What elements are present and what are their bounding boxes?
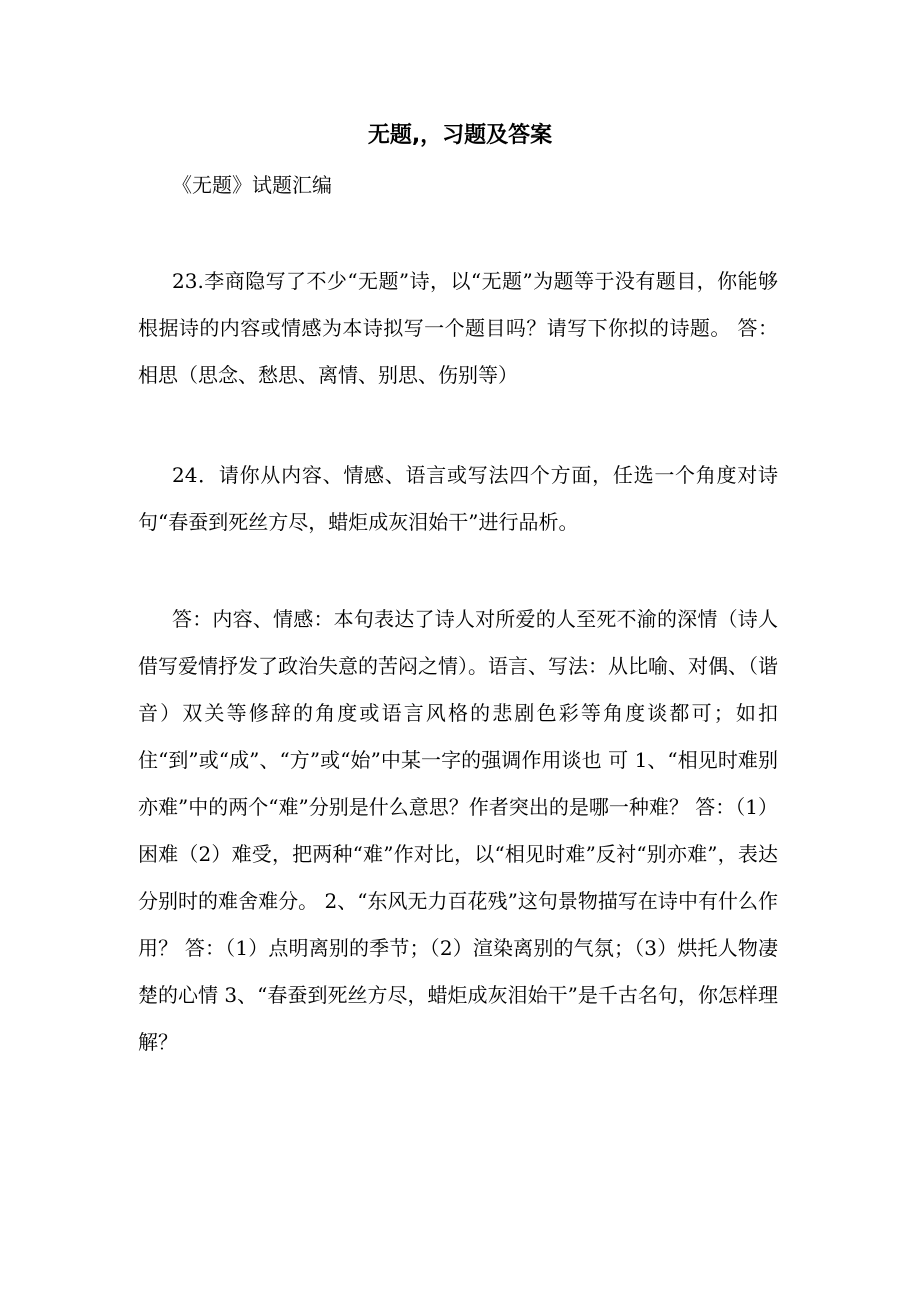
- question-23-paragraph: 23.李商隐写了不少“无题”诗，以“无题”为题等于没有题目，你能够根据诗的内容或情感为本诗拟写一个题目吗？请写下你拟的诗题。 答：相思（思念、愁思、离情、别思、伤别等）: [138, 269, 778, 387]
- answer-paragraph: 答：内容、情感：本句表达了诗人对所爱的人至死不渝的深情（诗人借写爱情抒发了政治失意的苦闷之情）。语言、写法：从比喻、对偶、（谐音）双关等修辞的角度或语言风格的悲剧色彩等角度谈都可；如扣住“到”或“成”、“方”或“始”中某一字的强调作用谈也 可 1、“相见时难别亦难”中的两个“难”分别是什么意思？作者突出的是哪一种难？ 答：（1）困难（2）难受，把两种“难”作对比，以“相见时难”反衬“别亦难”，表达分别时的难舍难分。 2、“东风无力百花残”这句景物描写在诗中有什么作用？ 答：（1）点明离别的季节；（2）渲染离别的气氛；（3）烘托人物凄楚的心情 3、“春蚕到死丝方尽，蜡炬成灰泪始干”是千古名句，你怎样理解？: [138, 607, 778, 1054]
- document-title: 无题,，习题及答案: [367, 123, 553, 148]
- document-subtitle: 《无题》试题汇编: [172, 173, 332, 197]
- question-24-paragraph: 24．请你从内容、情感、语言或写法四个方面，任选一个角度对诗句“春蚕到死丝方尽，蜡炬成灰泪始干”进行品析。: [138, 463, 778, 534]
